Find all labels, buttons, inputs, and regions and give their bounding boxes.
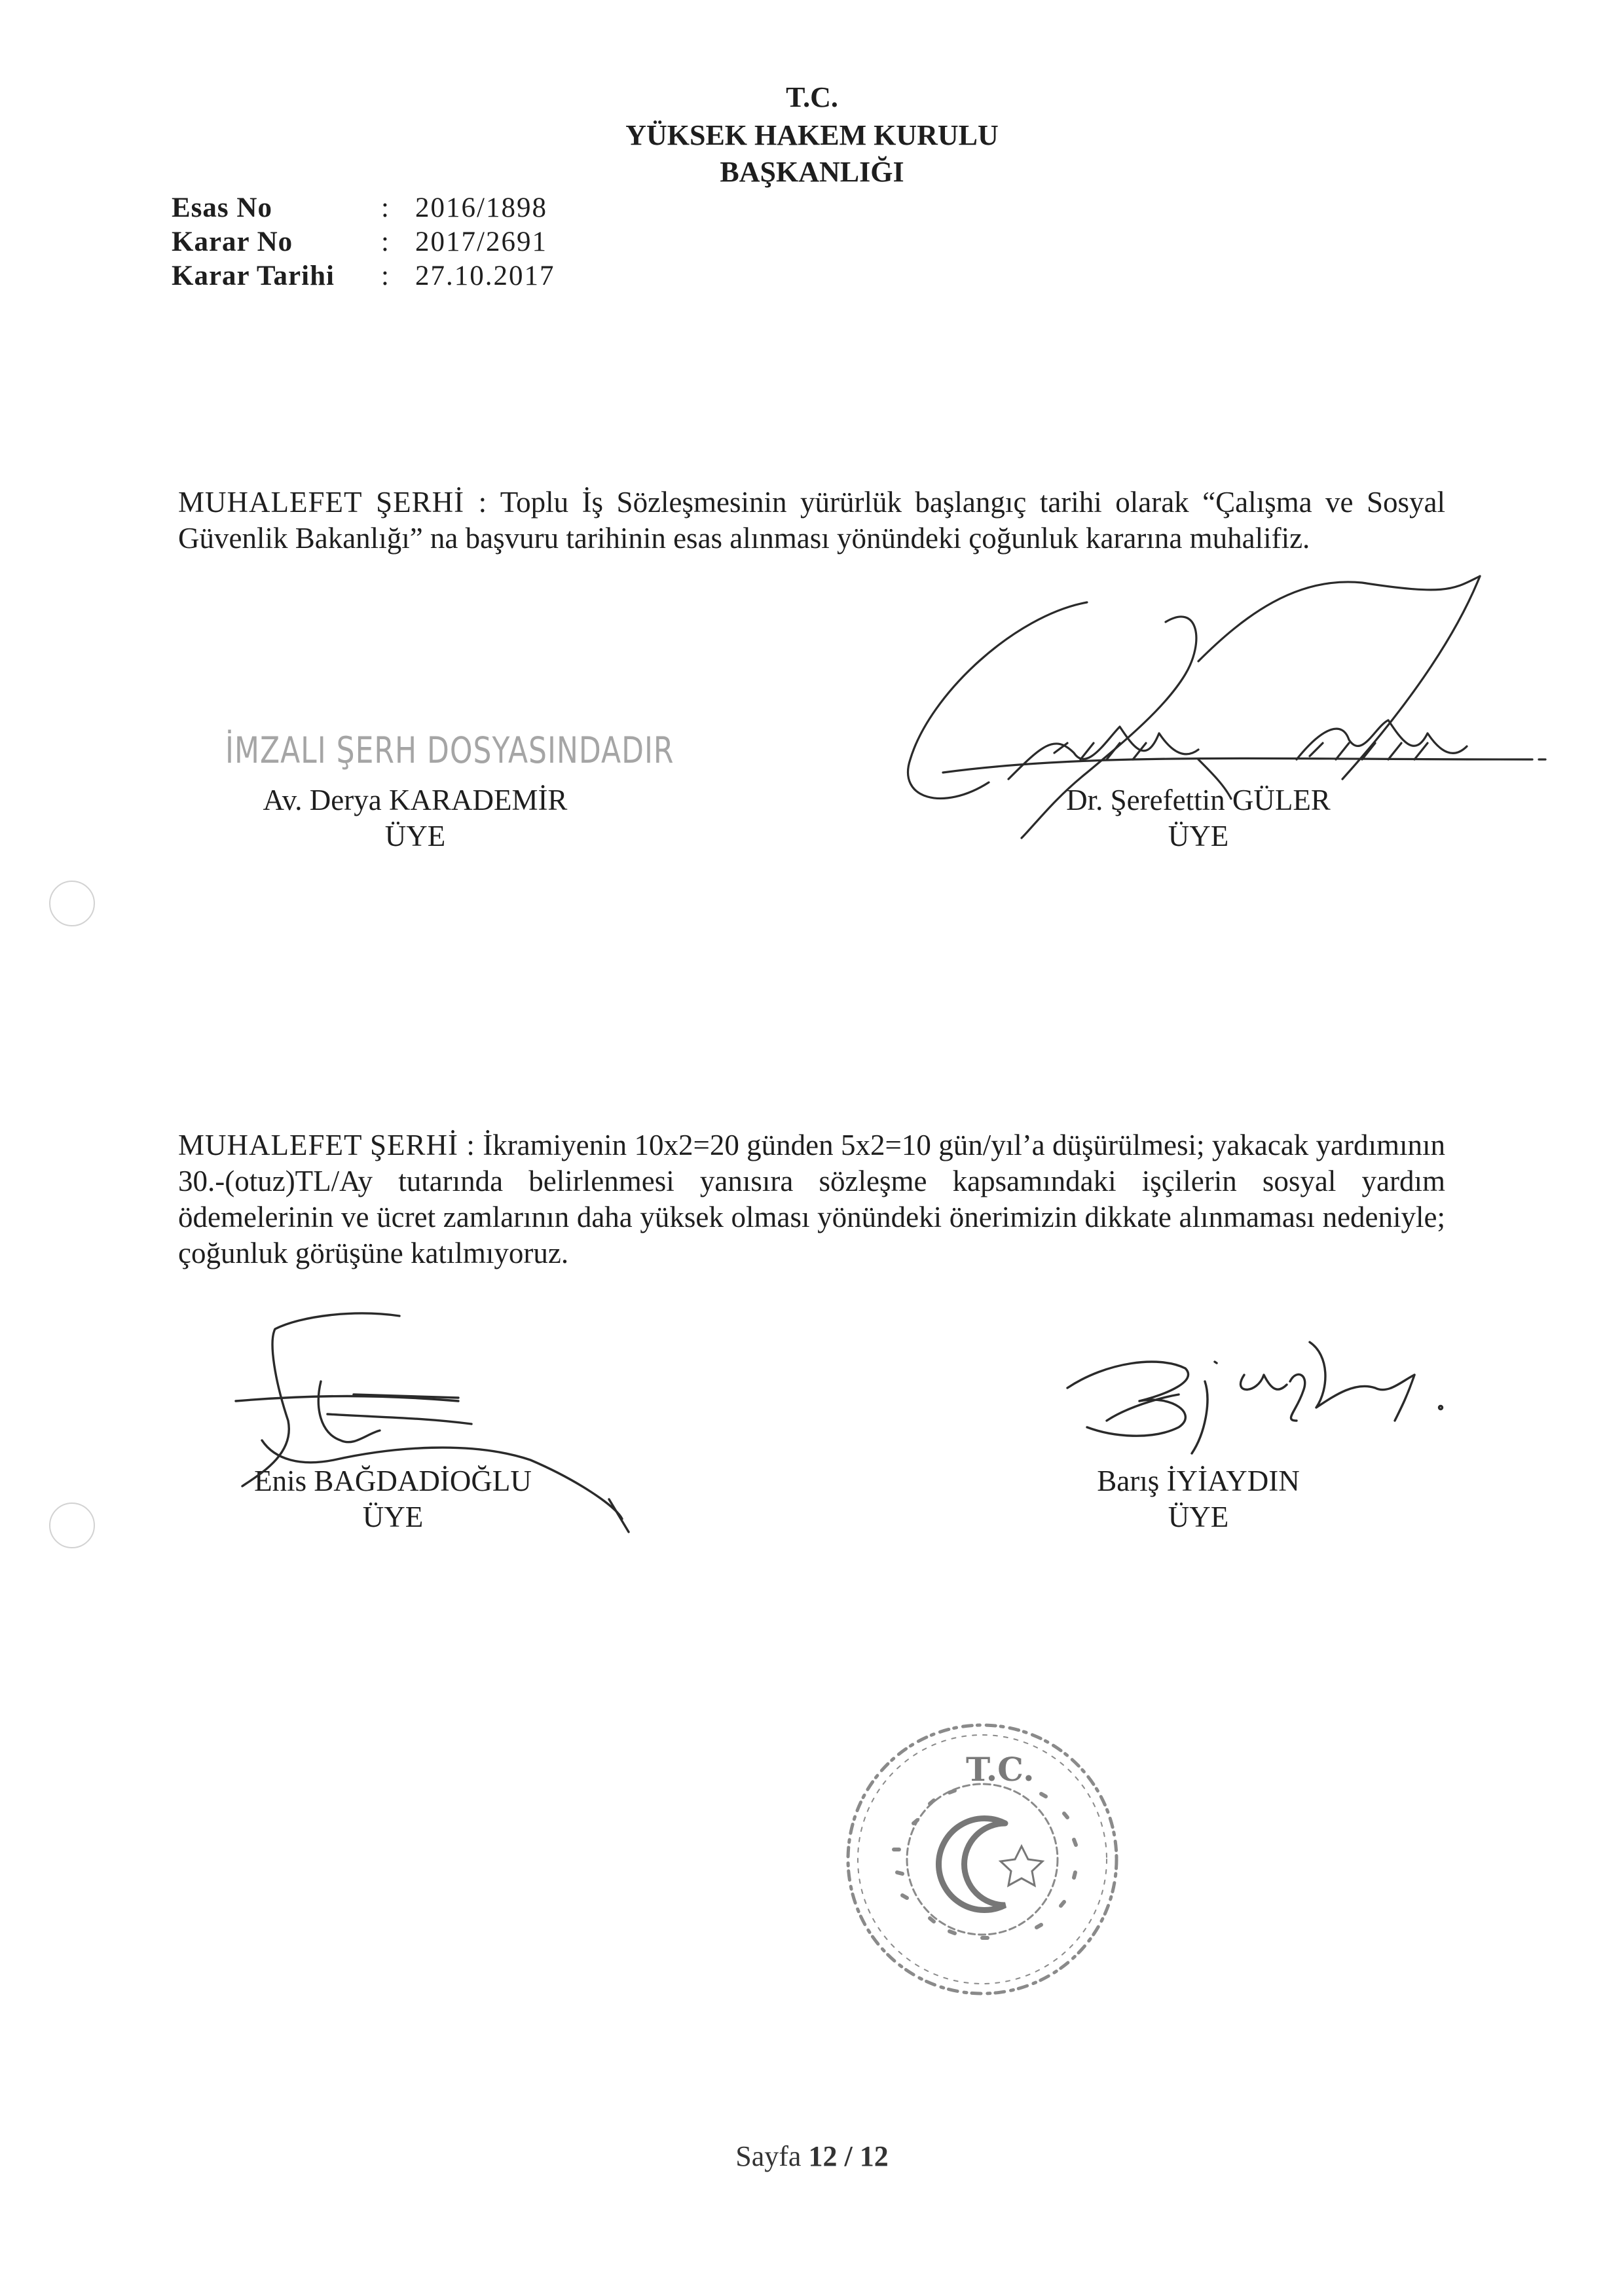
dissent-text: Toplu İş Sözleşmesinin yürürlük başlangıç tarihi olarak “Çalışma ve Sosyal Güvenlik Bakanlığı” na başvuru tarihinin esas alınması yönündeki çoğunluk kararına muhalifiz. xyxy=(178,486,1446,555)
meta-row-tarih xyxy=(172,259,555,293)
official-seal xyxy=(832,1709,1133,2010)
meta-row-karar xyxy=(172,225,555,259)
signed-dissent-stamp: İMZALI ŞERH DOSYASINDADIR xyxy=(225,730,674,772)
meta-separator: : xyxy=(381,227,389,257)
signatory-name: Dr. Şerefettin GÜLER xyxy=(1066,784,1331,816)
meta-row-esas xyxy=(172,191,555,225)
meta-label: Esas No xyxy=(172,192,272,223)
page-prefix: Sayfa xyxy=(735,2140,802,2172)
signatory-name: Barış İYİAYDIN xyxy=(1097,1465,1300,1497)
signatory-role: ÜYE xyxy=(1168,1501,1229,1533)
signatory-role: ÜYE xyxy=(384,820,446,852)
signatory-name: Av. Derya KARADEMİR xyxy=(263,784,568,816)
signatory-role: ÜYE xyxy=(362,1501,424,1533)
dissent-paragraph-1 xyxy=(178,484,1445,556)
handwritten-signature-bagdadioglu xyxy=(223,1303,642,1539)
dissent-paragraph-2 xyxy=(178,1127,1445,1271)
signatory-iyiaydin xyxy=(1022,1463,1375,1535)
signatory-role: ÜYE xyxy=(1168,820,1229,852)
dissent-text: İkramiyenin 10x2=20 günden 5x2=10 gün/yıl’a düşürülmesi; yakacak yardımının 30.-(otuz)TL/Ay tutarında belirlenmesi yanısıra sözleşme kapsamındaki işçilerin sosyal yardım ödemelerinin ve ücret zamlarının daha yüksek olması yönündeki önerimizin dikkate alınmaması nedeniyle; çoğunluk görüşüne katılmıyoruz. xyxy=(178,1129,1446,1269)
scan-punch-hole-marks xyxy=(46,871,105,1578)
handwritten-signature-iyiaydin xyxy=(1048,1322,1454,1473)
page-total: 12 xyxy=(859,2140,889,2172)
handwritten-signature-guler xyxy=(891,563,1545,851)
meta-value: 2017/2691 xyxy=(415,227,547,257)
page-number xyxy=(0,2140,1624,2173)
meta-label: Karar No xyxy=(172,227,293,257)
dissent-lead: MUHALEFET ŞERHİ : xyxy=(178,486,488,519)
meta-label: Karar Tarihi xyxy=(172,261,335,291)
meta-value: 27.10.2017 xyxy=(415,261,555,291)
meta-separator: : xyxy=(381,192,389,223)
signatory-karademir xyxy=(238,782,592,854)
dissent-lead: MUHALEFET ŞERHİ : xyxy=(178,1129,475,1161)
header-tc: T.C. xyxy=(786,81,838,113)
case-metadata xyxy=(172,191,555,293)
page-separator: / xyxy=(844,2140,853,2172)
header-institution: YÜKSEK HAKEM KURULU xyxy=(625,119,999,151)
meta-separator: : xyxy=(381,261,389,291)
seal-text: T.C. xyxy=(966,1750,1035,1789)
page-current: 12 xyxy=(808,2140,838,2172)
meta-value: 2016/1898 xyxy=(415,192,547,223)
header-presidency: BAŞKANLIĞI xyxy=(720,156,904,188)
signatory-name: Enis BAĞDADİOĞLU xyxy=(254,1465,532,1497)
